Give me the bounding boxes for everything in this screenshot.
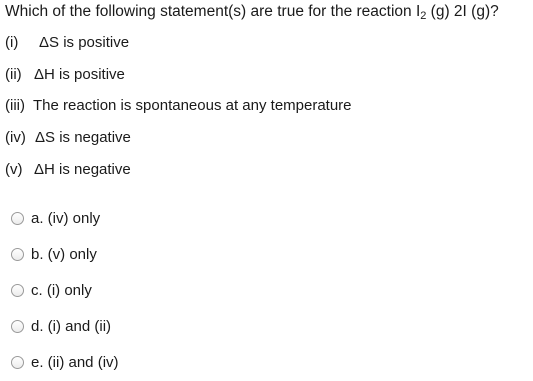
statement-number: (iv) [5, 129, 26, 146]
option-e[interactable] [11, 351, 119, 373]
statement-number: (iii) [5, 97, 25, 114]
statement-4 [5, 128, 131, 148]
radio-button-d[interactable] [11, 320, 24, 333]
statement-number: (v) [5, 161, 23, 178]
option-label[interactable]: a. (iv) only [31, 209, 101, 227]
statement-text: The reaction is spontaneous at any temperature [33, 97, 352, 114]
statement-1 [5, 33, 129, 53]
statement-number: (i) [5, 34, 19, 51]
statement-text: ΔH is negative [34, 161, 131, 178]
option-c[interactable] [11, 279, 92, 301]
radio-button-a[interactable] [11, 212, 24, 225]
option-d[interactable] [11, 315, 111, 337]
statement-text: ΔH is positive [34, 66, 125, 83]
question-text [5, 2, 499, 22]
option-label[interactable]: b. (v) only [31, 245, 97, 263]
option-label[interactable]: d. (i) and (ii) [31, 317, 112, 335]
statement-2 [5, 65, 125, 85]
option-label[interactable]: e. (ii) and (iv) [31, 353, 119, 371]
option-a[interactable] [11, 207, 100, 229]
statement-3 [5, 96, 352, 116]
radio-button-c[interactable] [11, 284, 24, 297]
question-suffix: (g) 2I (g)? [426, 3, 499, 20]
option-label[interactable]: c. (i) only [31, 281, 92, 299]
statement-text: ΔS is negative [35, 129, 131, 146]
statement-text: ΔS is positive [39, 34, 130, 51]
option-b[interactable] [11, 243, 97, 265]
statement-number: (ii) [5, 66, 22, 83]
radio-button-b[interactable] [11, 248, 24, 261]
statement-5 [5, 160, 131, 180]
radio-button-e[interactable] [11, 356, 24, 369]
question-prefix: Which of the following statement(s) are true for the reaction I [5, 3, 421, 20]
question-subscript: 2 [420, 10, 427, 22]
